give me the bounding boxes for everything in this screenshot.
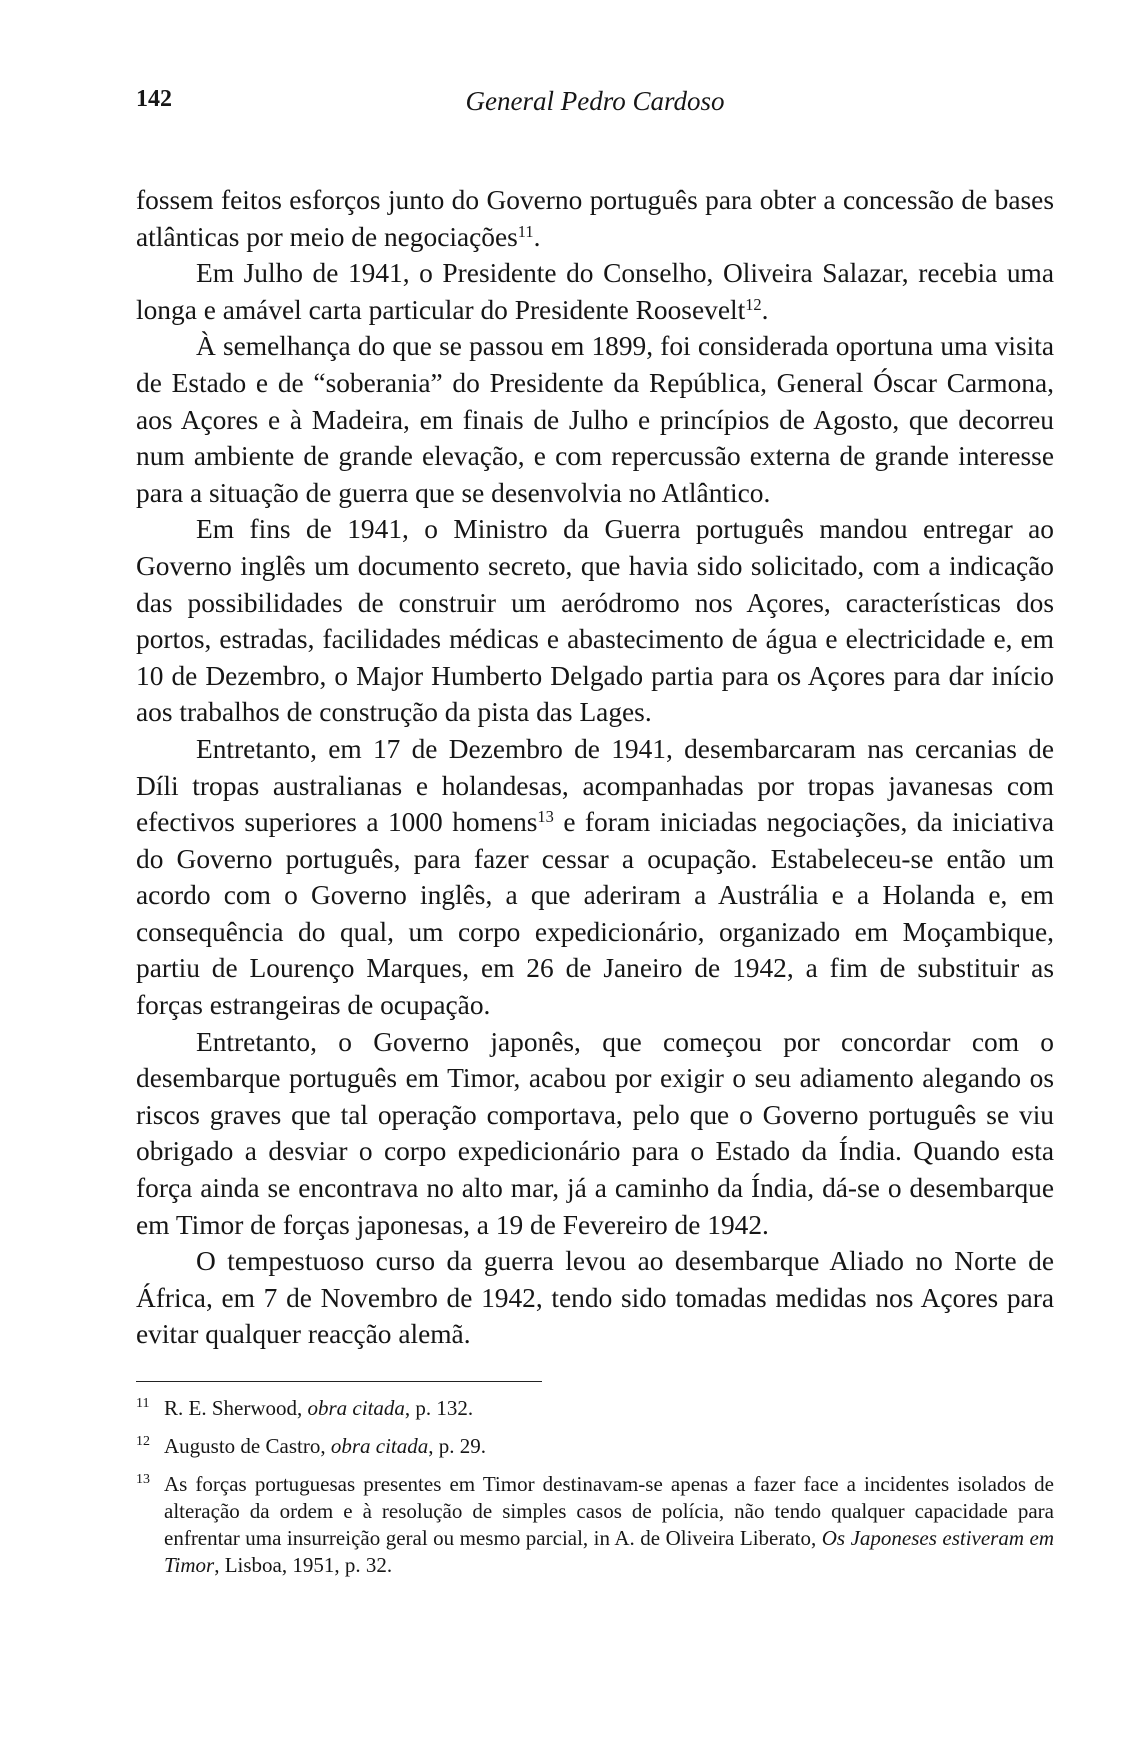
paragraph: Em Julho de 1941, o Presidente do Conselho, Oliveira Salazar, recebia uma longa e amável carta particular do Presidente Roosevelt$^{12}$. bbox=[136, 258, 1054, 325]
footnote-divider bbox=[136, 1381, 542, 1382]
footnotes bbox=[136, 1395, 1054, 1590]
running-title: General Pedro Cardoso bbox=[465, 86, 725, 116]
running-head bbox=[136, 86, 1054, 120]
paragraph: Entretanto, o Governo japonês, que começou por concordar com o desembarque português em Timor, acabou por exigir o seu adiamento alegando os riscos graves que tal operação comportava, pelo que o Governo português se viu obrigado a desviar o corpo expedicionário para o Estado da Índia. Quando esta força ainda se encontrava no alto mar, já a caminho da Índia, dá-se o desembarque em Timor de forças japonesas, a 19 de Fevereiro de 1942. bbox=[136, 1026, 1054, 1240]
page-number: 142 bbox=[136, 86, 172, 112]
paragraph: À semelhança do que se passou em 1899, foi considerada oportuna uma visita de Estado e de “soberania” do Presidente da República, General Óscar Carmona, aos Açores e à Madeira, em finais de Julho e princípios de Agosto, que decorreu num ambiente de grande elevação, e com repercussão externa de grande interesse para a situação de guerra que se desenvolvia no Atlântico. bbox=[136, 331, 1054, 508]
footnote-number: 11 bbox=[136, 1396, 150, 1411]
footnote-number: 12 bbox=[136, 1434, 150, 1449]
paragraph: Em fins de 1941, o Ministro da Guerra português mandou entregar ao Governo inglês um documento secreto, que havia sido solicitado, com a indicação das possibilidades de construir um aeródromo nos Açores, características dos portos, estradas, facilidades médicas e abastecimento de água e electricidade e, em 10 de Dezembro, o Major Humberto Delgado partia para os Açores para dar início aos trabalhos de construção da pista das Lages. bbox=[136, 514, 1054, 728]
body-text bbox=[136, 182, 1054, 1353]
footnote: 13 As forças portuguesas presentes em Timor destinavam-se apenas a fazer face a incidentes isolados de alteração da ordem e à resolução de simples casos de polícia, não tendo qualquer capacidade para enfrentar uma insurreição geral ou mesmo parcial, in A. de Oliveira Liberato, Os Japoneses estiveram em Timor, Lisboa, 1951, p. 32. bbox=[136, 1472, 1055, 1577]
footnote: 11 R. E. Sherwood, obra citada, p. 132. bbox=[136, 1396, 474, 1420]
paragraph: Entretanto, em 17 de Dezembro de 1941, desembarcaram nas cercanias de Díli tropas australianas e holandesas, acompanhadas por tropas javanesas com efectivos superiores a 1000 homens$^{13}$ e foram iniciadas negociações, da iniciativa do Governo português, para fazer cessar a ocupação. Estabeleceu-se então um acordo com o Governo inglês, a que aderiram a Austrália e a Holanda e, em consequência do qual, um corpo expedicionário, organizado em Moçambique, partiu de Lourenço Marques, em 26 de Janeiro de 1942, a fim de substituir as forças estrangeiras de ocupação. bbox=[136, 733, 1054, 1021]
footnote: 12 Augusto de Castro, obra citada, p. 29. bbox=[136, 1434, 486, 1458]
paragraph: fossem feitos esforços junto do Governo português para obter a concessão de bases atlânticas por meio de negociações$^{11}$. bbox=[136, 185, 1054, 252]
paragraph: O tempestuoso curso da guerra levou ao desembarque Aliado no Norte de África, em 7 de Novembro de 1942, tendo sido tomadas medidas nos Açores para evitar qualquer reacção alemã. bbox=[136, 1246, 1054, 1350]
footnote-ref: 13 bbox=[537, 807, 554, 827]
footnote-ref: 11 bbox=[517, 221, 534, 241]
footnote-number: 13 bbox=[136, 1472, 150, 1487]
footnote-ref: 12 bbox=[745, 294, 762, 314]
